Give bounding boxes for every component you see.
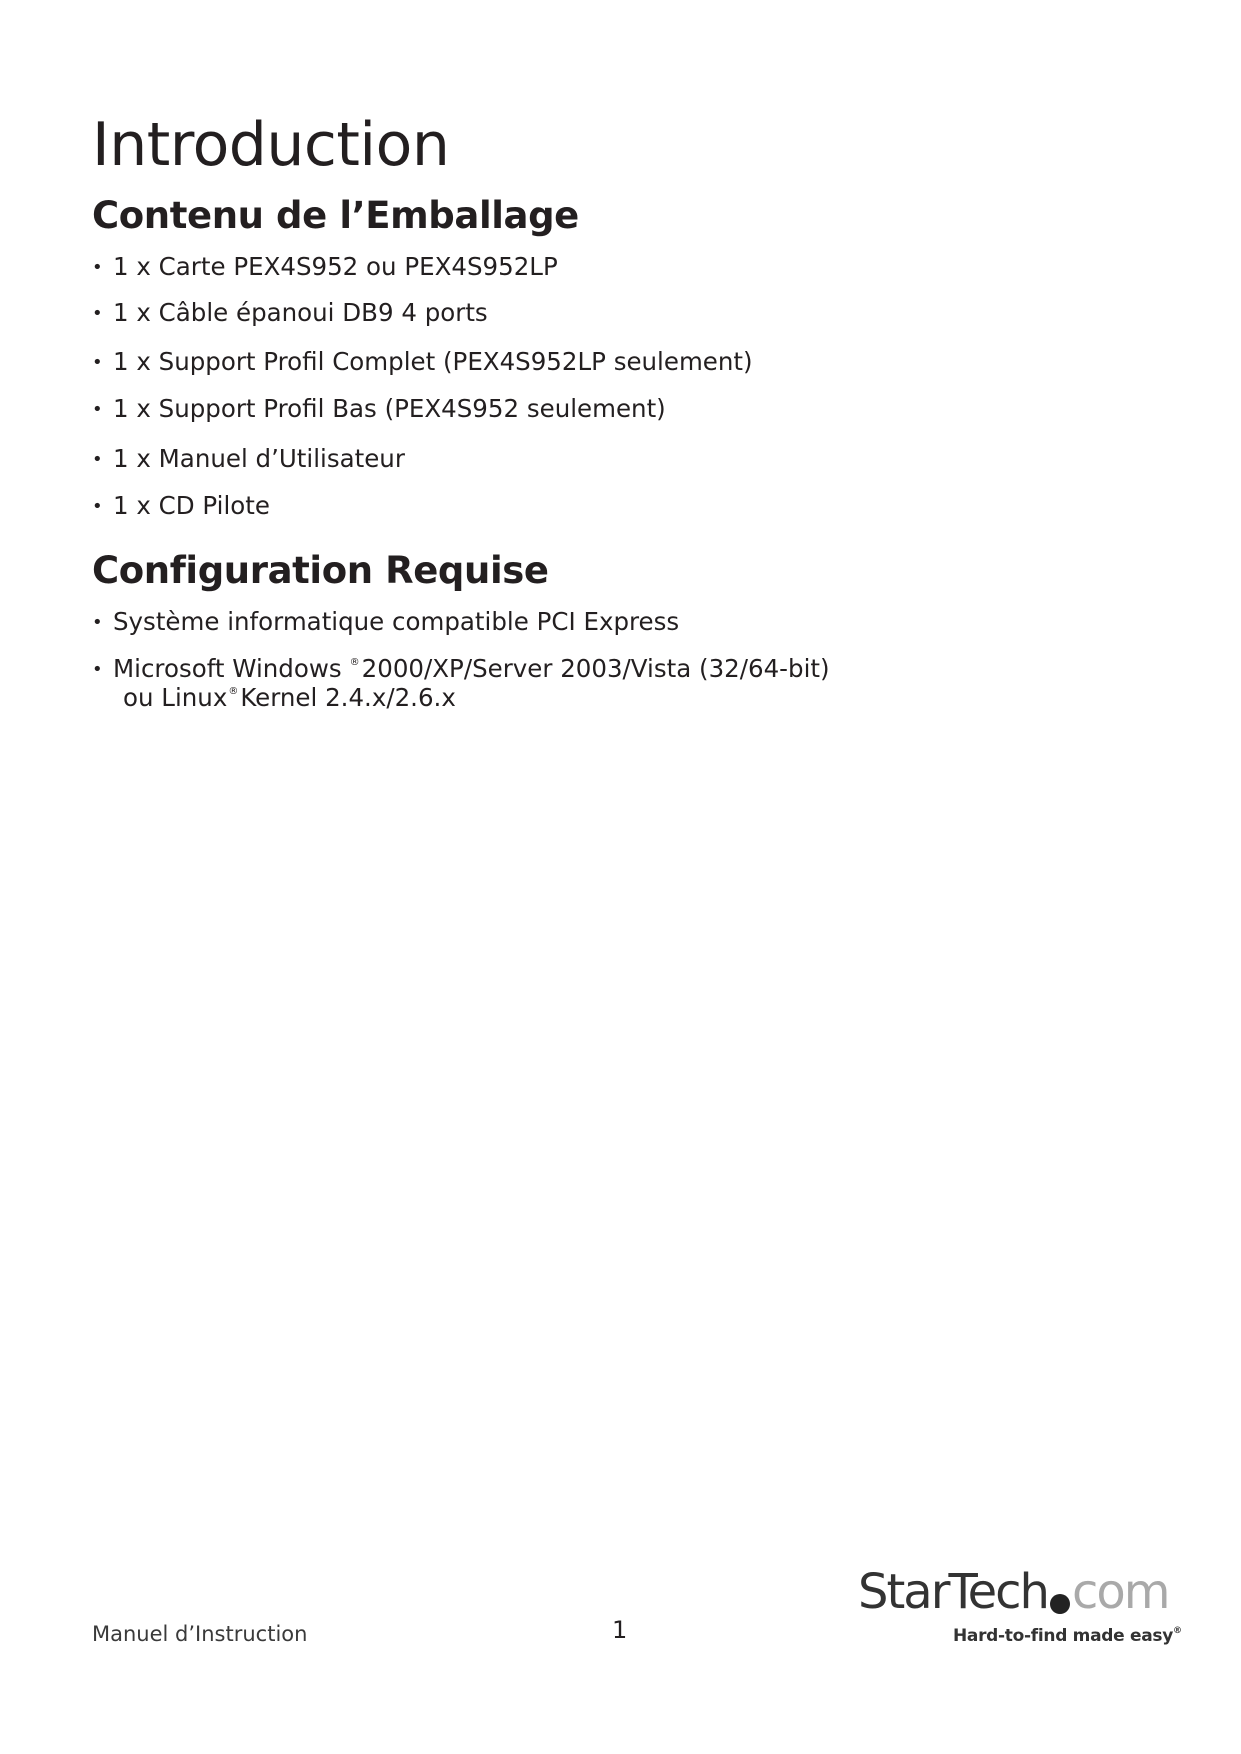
brand-logo [858, 1564, 1182, 1668]
bullet-icon: • [92, 659, 103, 680]
bullet-icon: • [92, 257, 103, 278]
bullet-icon: • [92, 352, 103, 373]
bullet-icon: • [92, 612, 103, 633]
list-item: • 1 x CD Pilote [92, 491, 270, 520]
bullet-icon: • [92, 496, 103, 517]
brand-tagline: Hard-to-find made easy® [953, 1626, 1182, 1646]
list-item: • 1 x Carte PEX4S952 ou PEX4S952LP [92, 252, 558, 281]
list-item: • 1 x Support Profil Complet (PEX4S952LP seulement) [92, 347, 753, 376]
page-number: 1 [612, 1616, 628, 1644]
brand-dot-icon [1050, 1594, 1070, 1614]
footer-label: Manuel d’Instruction [92, 1622, 308, 1646]
section-heading-system-requirements: Configuration Requise [92, 549, 549, 592]
bullet-icon: • [92, 399, 103, 420]
bullet-icon: • [92, 303, 103, 324]
registered-mark: ® [228, 686, 239, 698]
bullet-icon: • [92, 449, 103, 470]
brand-wordmark: StarTech com [858, 1564, 1169, 1620]
list-item-os: • Microsoft Windows ®2000/XP/Server 2003/Vista (32/64-bit) ou Linux®Kernel 2.4.x/2.6.x [92, 654, 830, 713]
list-item: • 1 x Support Profil Bas (PEX4S952 seulement) [92, 394, 666, 423]
page-title: Introduction [92, 110, 450, 180]
os-continuation-line: ou Linux®Kernel 2.4.x/2.6.x [123, 683, 456, 713]
list-item: • 1 x Manuel d’Utilisateur [92, 444, 405, 473]
registered-mark: ® [349, 657, 360, 668]
list-item: • 1 x Câble épanoui DB9 4 ports [92, 298, 488, 327]
list-item: • Système informatique compatible PCI Express [92, 607, 680, 636]
section-heading-package-contents: Contenu de l’Emballage [92, 194, 579, 237]
